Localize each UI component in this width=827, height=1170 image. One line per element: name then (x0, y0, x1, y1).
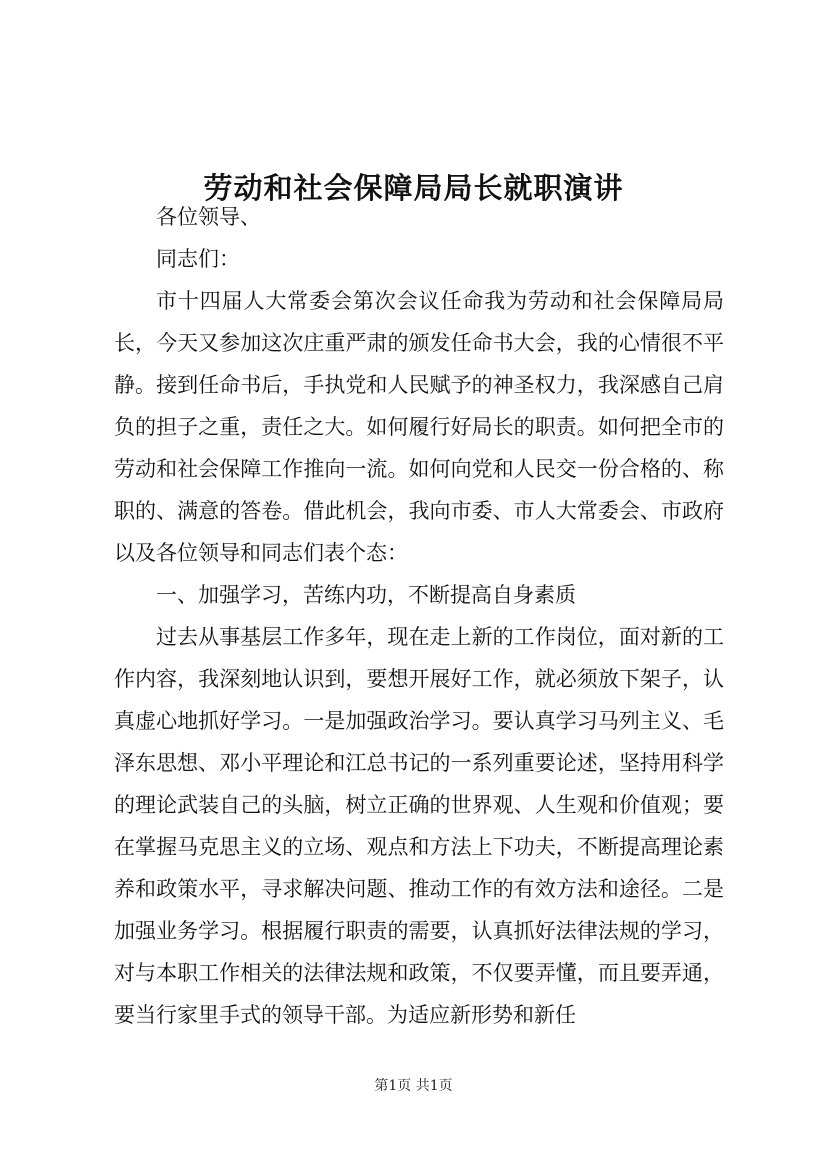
document-title: 劳动和社会保障局局长就职演讲 (203, 171, 624, 206)
body-paragraph: 市十四届人大常委会第次会议任命我为劳动和社会保障局局长，今天又参加这次庄重严肃的颁发任命书大会，我的心情很不平静。接到任命书后，手执党和人民赋予的神圣权力，我深感自己肩负的担子之重，责任之大。如何履行好局长的职责。如何把全市的劳动和社会保障工作推向一流。如何向党和人民交一份合格的、称职的、满意的答卷。借此机会，我向市委、市人大常委会、市政府以及各位领导和同志们表个态： (114, 289, 724, 565)
body-paragraph: 过去从事基层工作多年，现在走上新的工作岗位，面对新的工作内容，我深刻地认识到，要想开展好工作，就必须放下架子，认真虚心地抓好学习。一是加强政治学习。要认真学习马列主义、毛泽东思想、邓小平理论和江总书记的一系列重要论述，坚持用科学的理论武装自己的头脑，树立正确的世界观、人生观和价值观；要在掌握马克思主义的立场、观点和方法上下功夫，不断提高理论素养和政策水平，寻求解决问题、推动工作的有效方法和途径。二是加强业务学习。根据履行职责的需要，认真抓好法律法规的学习，对与本职工作相关的法律法规和政策，不仅要弄懂，而且要弄通，要当行家里手式的领导干部。为适应新形势和新任 (114, 625, 724, 1027)
page-footer: 第1页 共1页 (374, 1078, 453, 1094)
section-heading: 一、加强学习，苦练内功，不断提高自身素质 (156, 583, 576, 607)
document-body (114, 196, 724, 1036)
salutation-line-2: 同志们： (156, 247, 240, 271)
salutation-line-1: 各位领导、 (156, 205, 261, 229)
